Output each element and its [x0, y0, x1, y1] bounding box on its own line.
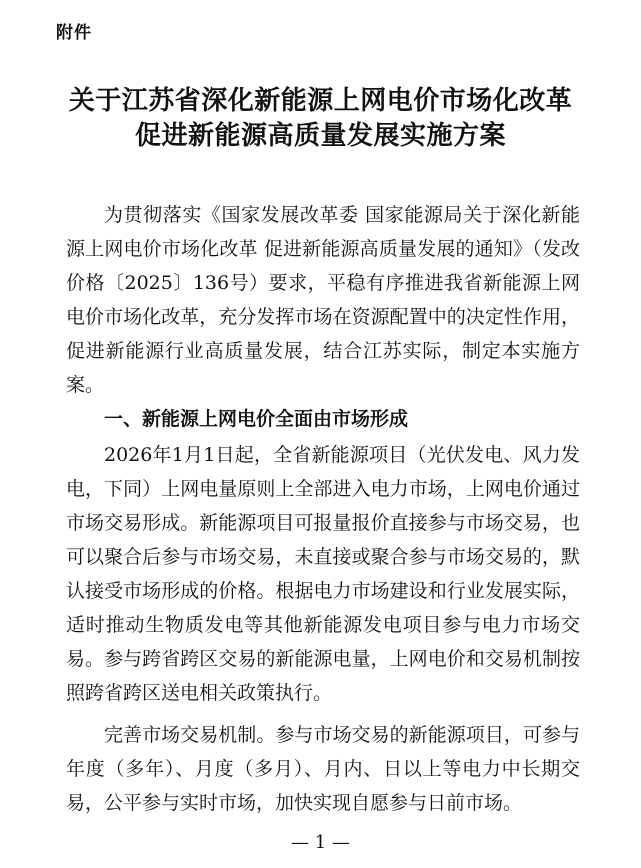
- page-number: — 1 —: [291, 832, 350, 853]
- section-heading-1: 一、新能源上网电价全面由市场形成: [104, 408, 409, 430]
- intro-paragraph: 为贯彻落实《国家发展改革委 国家能源局关于深化新能源上网电价市场化改革 促进新能源高质量发展的通知》（发改价格〔2025〕136号）要求，平稳有序推进我省新能源上网电价市场化改革，充分发挥市场在资源配置中的决定性作用，促进新能源行业高质量发展，结合江苏实际，制定本实施方案。: [66, 204, 580, 396]
- section-1-paragraph-2: 完善市场交易机制。参与市场交易的新能源项目，可参与年度（多年）、月度（多月）、月内、日以上等电力中长期交易，公平参与实时市场，加快实现自愿参与日前市场。: [66, 724, 580, 814]
- document-title-line-1: 关于江苏省深化新能源上网电价市场化改革: [68, 86, 573, 116]
- section-1-paragraph-1: 2026年1月1日起，全省新能源项目（光伏发电、风力发电，下同）上网电量原则上全部进入电力市场，上网电价通过市场交易形成。新能源项目可报量报价直接参与市场交易，也可以聚合后参与市场交易，未直接或聚合参与市场交易的，默认接受市场形成的价格。根据电力市场建设和行业发展实际，适时推动生物质发电等其他新能源发电项目参与电力市场交易。参与跨省跨区交易的新能源电量，上网电价和交易机制按照跨省跨区送电相关政策执行。: [66, 444, 580, 704]
- document-title-line-2: 促进新能源高质量发展实施方案: [134, 121, 506, 151]
- attachment-label: 附件: [56, 23, 92, 43]
